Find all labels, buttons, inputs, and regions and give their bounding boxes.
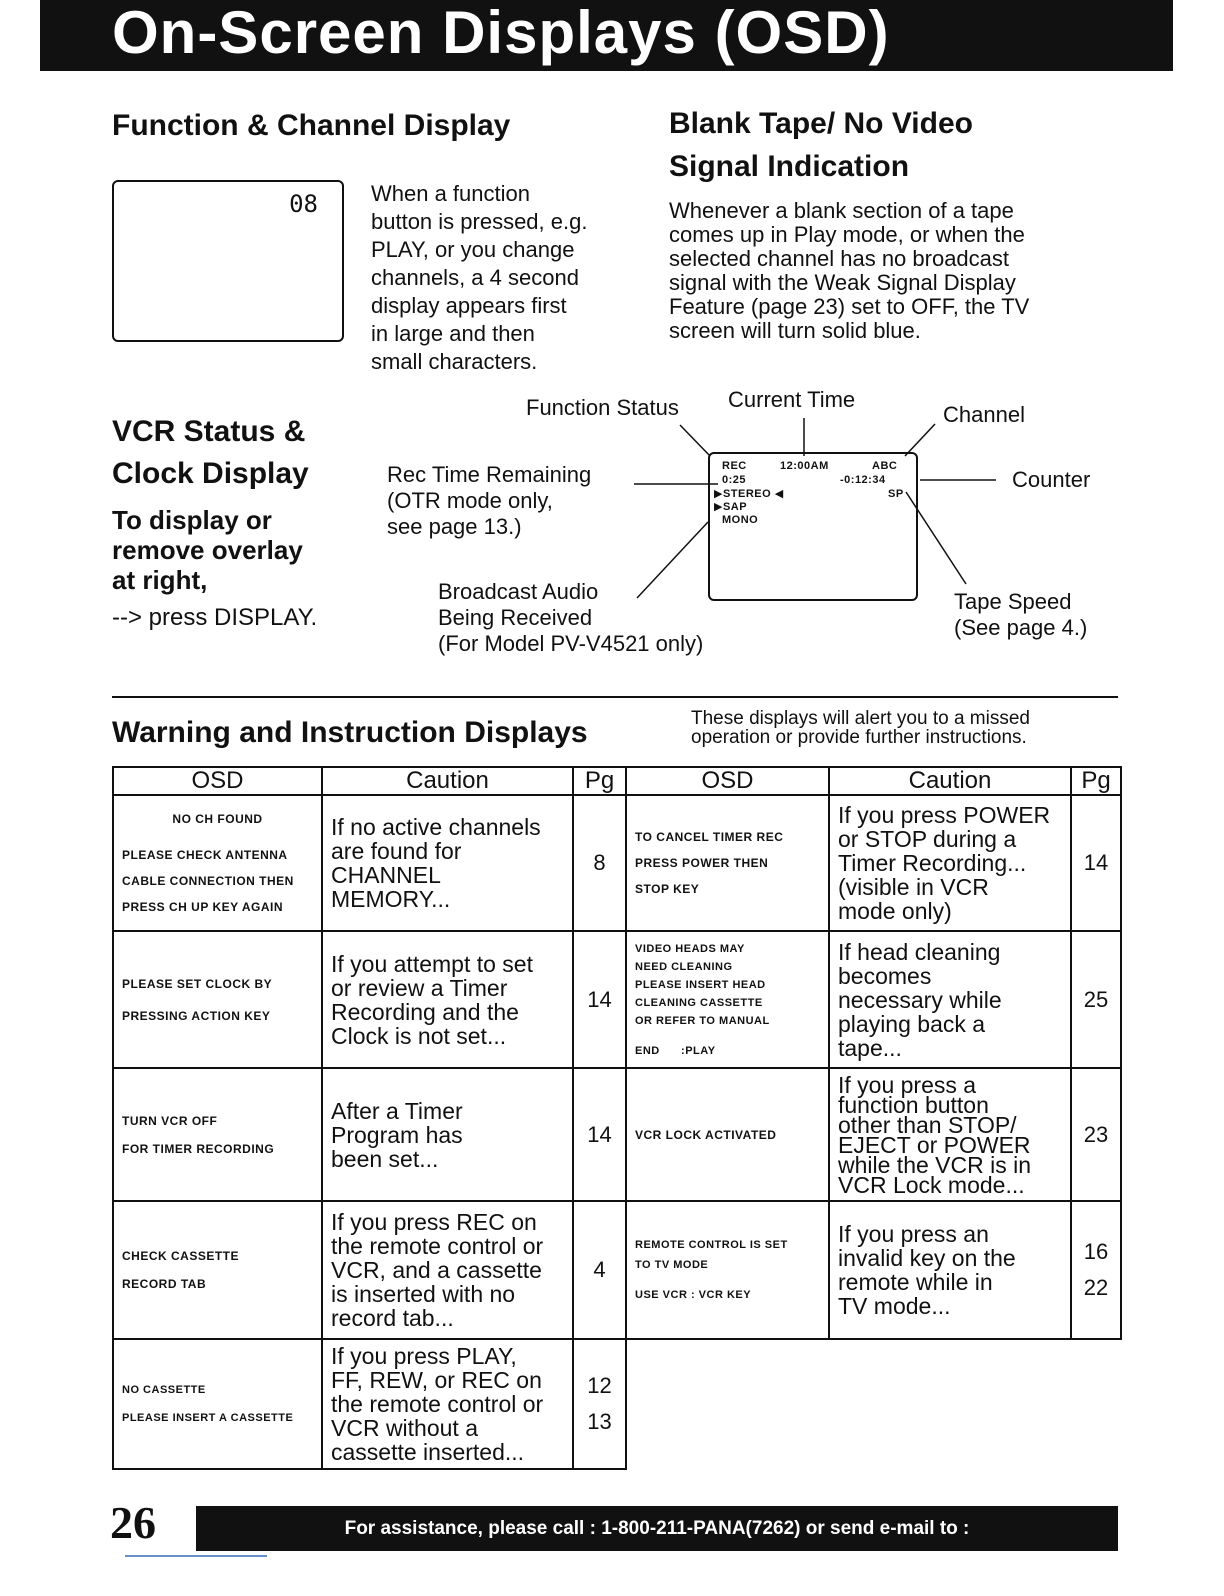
- table-row: [113, 1201, 626, 1339]
- page-ref: 12 13: [573, 1339, 626, 1469]
- table-row: [626, 1068, 1121, 1201]
- warning-note: These displays will alert you to a missed operation or provide further instructions.: [691, 708, 1030, 748]
- osd-message: NO CASSETTE PLEASE INSERT A CASSETTE: [113, 1339, 322, 1469]
- page-ref: 14: [573, 1068, 626, 1201]
- table-row: [113, 1339, 626, 1469]
- caution-text: If you press an invalid key on the remote while in TV mode...: [829, 1201, 1071, 1339]
- osd-column-header: OSD: [113, 767, 322, 795]
- vcr-status-subheading: To display or remove overlay at right,: [112, 505, 303, 595]
- osd-stereo: ▶STEREO ◀: [714, 488, 784, 500]
- caution-text: If you press POWER or STOP during a Timer Recording... (visible in VCR mode only): [829, 795, 1071, 931]
- table-row: [626, 795, 1121, 931]
- blank-tape-heading: Blank Tape/ No Video Signal Indication: [669, 107, 973, 183]
- page-ref: 14: [573, 931, 626, 1068]
- table-row: [113, 1068, 626, 1201]
- tv-screen-status: [708, 452, 918, 601]
- function-heading: Function & Channel Display: [112, 109, 511, 142]
- osd-sap: ▶SAP: [714, 501, 748, 513]
- caution-text: After a Timer Program has been set...: [322, 1068, 573, 1201]
- page-ref: 8: [573, 795, 626, 931]
- press-display-instruction: --> press DISPLAY.: [112, 604, 318, 631]
- caution-text: If you press REC on the remote control or VCR, and a cassette is inserted with no record tab...: [322, 1201, 573, 1339]
- pg-column-header: Pg: [1071, 767, 1121, 795]
- label-current-time: Current Time: [728, 387, 856, 412]
- caution-text: If no active channels are found for CHANNEL MEMORY...: [322, 795, 573, 931]
- warning-table-left: [112, 766, 627, 1470]
- osd-message: VCR LOCK ACTIVATED: [626, 1068, 829, 1201]
- label-channel: Channel: [943, 402, 1025, 427]
- osd-message: PLEASE SET CLOCK BY PRESSING ACTION KEY: [113, 931, 322, 1068]
- page-ref: 4: [573, 1201, 626, 1339]
- table-row: [113, 795, 626, 931]
- osd-message: TURN VCR OFF FOR TIMER RECORDING: [113, 1068, 322, 1201]
- vcr-status-heading: VCR Status & Clock Display: [112, 415, 309, 490]
- osd-message: REMOTE CONTROL IS SET TO TV MODE USE VCR : VCR KEY: [626, 1201, 829, 1339]
- osd-message: CHECK CASSETTE RECORD TAB: [113, 1201, 322, 1339]
- caution-text: If you attempt to set or review a Timer Recording and the Clock is not set...: [322, 931, 573, 1068]
- warning-table-right: [625, 766, 1122, 1340]
- caution-column-header: Caution: [829, 767, 1071, 795]
- tv-channel-number: 08: [289, 190, 318, 218]
- osd-tape-speed: SP: [888, 488, 904, 500]
- osd-channel: ABC: [872, 460, 898, 472]
- caution-text: If head cleaning becomes necessary while playing back a tape...: [829, 931, 1071, 1068]
- page-ref: 14: [1071, 795, 1121, 931]
- osd-remaining: 0:25: [722, 474, 747, 486]
- page-ref: 16 22: [1071, 1201, 1121, 1339]
- caution-text: If you press PLAY, FF, REW, or REC on the remote control or VCR without a cassette inserted...: [322, 1339, 573, 1469]
- caution-column-header: Caution: [322, 767, 573, 795]
- function-status-leader: [680, 425, 710, 456]
- page-number: 26: [110, 1497, 156, 1548]
- pg-column-header: Pg: [573, 767, 626, 795]
- osd-rec: REC: [722, 460, 747, 472]
- osd-time: 12:00AM: [780, 460, 829, 472]
- label-counter: Counter: [1012, 467, 1091, 492]
- blank-tape-description: Whenever a blank section of a tape comes up in Play mode, or when the selected channel has no broadcast signal with the Weak Signal Display Feature (page 23) set to OFF, the TV screen will turn solid blue.: [669, 198, 1030, 343]
- warning-heading: Warning and Instruction Displays: [112, 716, 588, 749]
- page-ref: 25: [1071, 931, 1121, 1068]
- osd-message: NO CH FOUND PLEASE CHECK ANTENNA CABLE CONNECTION THEN PRESS CH UP KEY AGAIN: [113, 795, 322, 931]
- page-title: On-Screen Displays (OSD): [40, 0, 1173, 71]
- page-number-underline: [125, 1555, 267, 1557]
- label-function-status: Function Status: [526, 395, 679, 420]
- table-row: [626, 931, 1121, 1068]
- function-description: When a function button is pressed, e.g. PLAY, or you change channels, a 4 second display appears first in large and then small characters.: [371, 181, 588, 374]
- osd-column-header: OSD: [626, 767, 829, 795]
- table-header-row: [626, 767, 1121, 795]
- label-rec-time: Rec Time Remaining (OTR mode only, see page 13.): [387, 462, 592, 539]
- table-row: [113, 931, 626, 1068]
- osd-mono: MONO: [722, 514, 759, 526]
- osd-message: VIDEO HEADS MAY NEED CLEANING PLEASE INSERT HEAD CLEANING CASSETTE OR REFER TO MANUAL END :PLAY: [626, 931, 829, 1068]
- section-divider: [112, 696, 1118, 698]
- assistance-banner: For assistance, please call : 1-800-211-PANA(7262) or send e-mail to : consumerproducts@panasonic.com: [196, 1506, 1118, 1551]
- label-tape-speed: Tape Speed (See page 4.): [954, 589, 1088, 640]
- table-row: [626, 1201, 1121, 1339]
- osd-counter: -0:12:34: [840, 474, 886, 486]
- label-broadcast-audio: Broadcast Audio Being Received (For Model PV-V4521 only): [438, 579, 704, 656]
- page-ref: 23: [1071, 1068, 1121, 1201]
- osd-message: TO CANCEL TIMER REC PRESS POWER THEN STOP KEY: [626, 795, 829, 931]
- table-header-row: [113, 767, 626, 795]
- caution-text: If you press a function button other than STOP/ EJECT or POWER while the VCR is in VCR Lock mode...: [829, 1068, 1071, 1201]
